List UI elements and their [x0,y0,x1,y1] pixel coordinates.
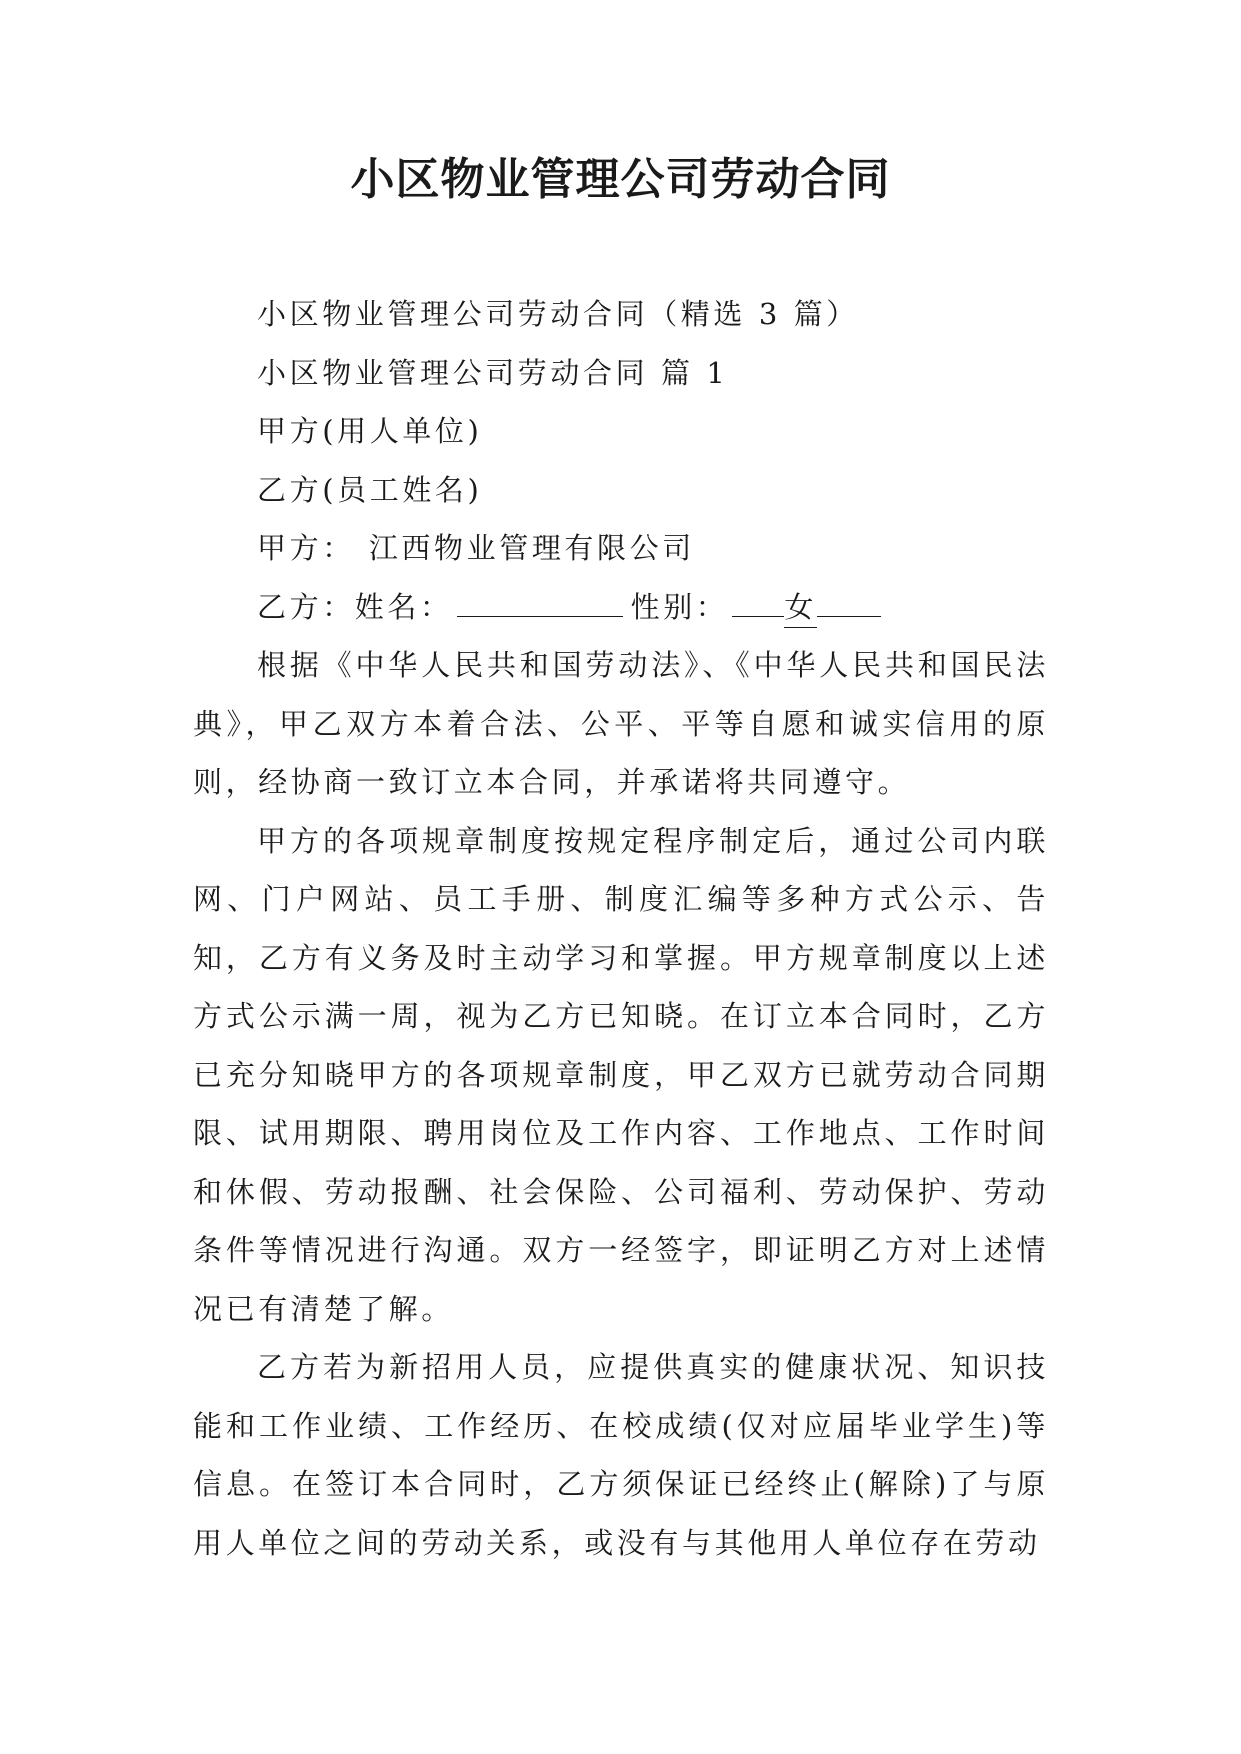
gender-label: 性别： [630,589,729,624]
party-a-label: 甲方(用人单位) [257,414,483,448]
gender-value: 女 [784,587,817,628]
paragraph-legal-basis: 根据《中华人民共和国劳动法》、《中华人民共和国民法典》，甲乙双方本着合法、公平、平等自愿和诚实信用的原则，经协商一致订立本合同，并承诺将共同遵守。 [193,648,1049,799]
party-a-name-value: 江西物业管理有限公司 [368,531,695,565]
party-b-label: 乙方(员工姓名) [257,472,483,507]
paragraph-rules-notice: 甲方的各项规章制度按规定程序制定后，通过公司内联网、门户网站、员工手册、制度汇编等多种方式公示、告知，乙方有义务及时主动学习和掌握。甲方规章制度以上述方式公示满一周，视为乙方已知晓。在订立本合同时，乙方已充分知晓甲方的各项规章制度，甲乙双方已就劳动合同期限、试用期限、聘用岗位及工作内容、工作地点、工作时间和休假、劳动报酬、社会保险、公司福利、劳动保护、劳动条件等情况进行沟通。双方一经签字，即证明乙方对上述情况已有清楚了解。 [193,823,1049,1326]
subtitle-line: 小区物业管理公司劳动合同（精选 3 篇） [257,297,859,331]
document-body [193,285,1049,1572]
gender-blank-before [732,586,784,617]
party-a-name-line [193,519,1049,578]
gender-blank-after [817,586,881,617]
party-a-name-label: 甲方： [257,531,355,565]
part-heading: 小区物业管理公司劳动合同 篇 1 [257,355,729,390]
document-title: 小区物业管理公司劳动合同 [350,154,891,205]
party-b-info-line [193,578,1049,637]
paragraph-new-hire: 乙方若为新招用人员，应提供真实的健康状况、知识技能和工作业绩、工作经历、在校成绩(仅对应届毕业学生)等信息。在签订本合同时，乙方须保证已经终止(解除)了与原用人单位之间的劳动关系，或没有与其他用人单位存在劳动 [193,1350,1049,1560]
name-blank [457,586,623,617]
party-b-name-label: 乙方：姓名： [257,589,453,624]
